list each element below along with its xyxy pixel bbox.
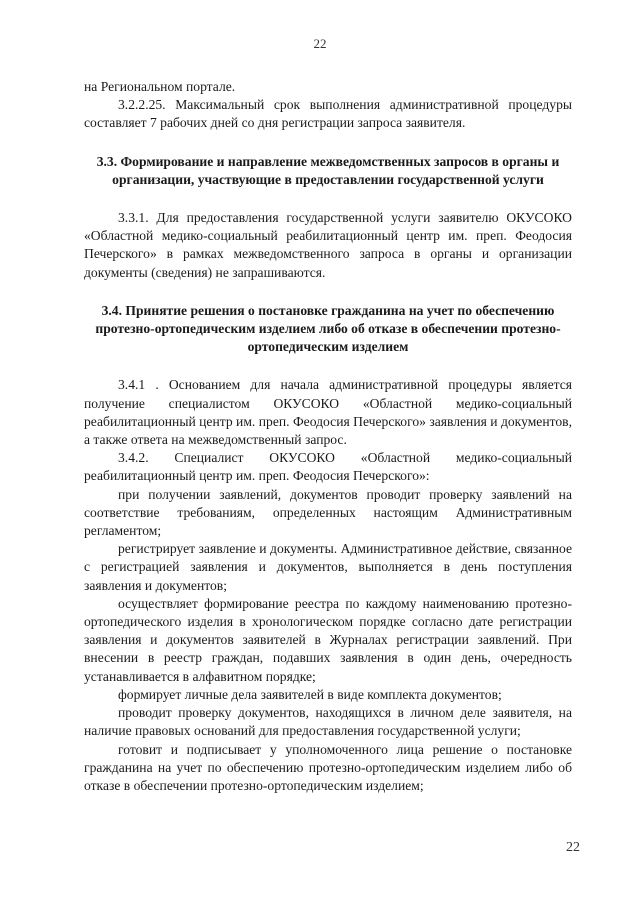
section-heading-3-4: 3.4. Принятие решения о постановке гражданина на учет по обеспечению протезно-ортопедическим изделием либо об отказе в обеспечении протезно-ортопедическим изделием [95,302,561,355]
paragraph: на Региональном портале. [84,79,236,94]
paragraph: 3.3.1. Для предоставления государственной услуги заявителю ОКУСОКО «Областной медико-социальный реабилитационный центр им. преп. Феодосия Печерского» в рамках межведомственного запроса в органы и организации документы (сведения) не запрашиваются. [84,210,572,280]
section-heading-3-3: 3.3. Формирование и направление межведомственных запросов в органы и организации, участвующие в предоставлении государственной услуги [96,153,560,187]
paragraph: регистрирует заявление и документы. Административное действие, связанное с регистрацией заявления и документов, выполняется в день поступления заявления и документов; [84,541,572,593]
paragraph: 3.4.2. Специалист ОКУСОКО «Областной медико-социальный реабилитационный центр им. преп. Феодосия Печерского»: [84,450,572,484]
paragraph: проводит проверку документов, находящихся в личном деле заявителя, на наличие правовых оснований для предоставления государственной услуги; [84,705,572,739]
paragraph: при получении заявлений, документов проводит проверку заявлений на соответствие требованиям, определенных настоящим Административным регламентом; [84,486,572,539]
paragraph: формирует личные дела заявителей в виде комплекта документов; [118,686,502,702]
page-number-bottom: 22 [566,840,580,855]
page-number-top: 22 [313,36,327,51]
paragraph: 3.2.2.25. Максимальный срок выполнения административной процедуры составляет 7 рабочих дней со дня регистрации запроса заявителя. [84,97,572,131]
document-body [84,78,572,795]
paragraph: 3.4.1 . Основанием для начала административной процедуры является получение специалистом ОКУСОКО «Областной медико-социальный реабилитационный центр им. преп. Феодосия Печерского» заявления и документов, а также ответа на межведомственный запрос. [84,377,572,448]
paragraph: осуществляет формирование реестра по каждому наименованию протезно-ортопедического изделия в хронологическом порядке согласно дате регистрации заявления и документов заявителей в Журналах регистрации заявлений. При внесении в реестр граждан, подавших заявления в один день, очередность устанавливается в алфавитном порядке; [84,595,572,684]
paragraph: готовит и подписывает у уполномоченного лица решение о постановке гражданина на учет по обеспечению протезно-ортопедическим изделием либо об отказе в обеспечении протезно-ортопедическим изделием; [84,741,572,793]
